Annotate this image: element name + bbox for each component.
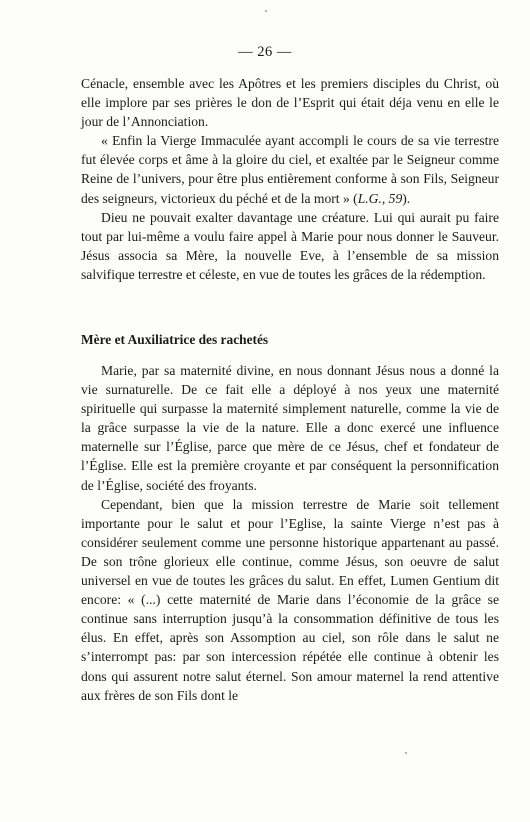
quote-text: « Enfin la Vierge Immaculée ayant accompli le cours de sa vie terrestre fut élevée corps et âme à la gloire du ciel, et exaltée par le Seigneur comme Reine de l’univers, pour être plus entièrement conforme à son Fils, Seigneur des seigneurs, victorieux du péché et de la mort » ( [81, 133, 499, 206]
quote-close: ). [402, 190, 411, 206]
paragraph: Cénacle, ensemble avec les Apôtres et les premiers disciples du Christ, où elle implore par ses prières le don de l’Esprit qui était déja venu en elle le jour de l’Annonciation. [81, 76, 499, 130]
paragraph: Marie, par sa maternité divine, en nous donnant Jésus nous a donné la vie surnaturelle. De ce fait elle a déployé à nos yeux une maternité spirituelle qui surpasse la maternité simplement naturelle, comme la vie de la grâce surpasse la vie de la nature. Elle a donc exercé une influence maternelle sur l’Église, parce que mère de ce Jésus, chef et fondateur de l’Église. Elle est la première croyante et par conséquent la personnification de l’Église, société des froyants. [81, 363, 499, 493]
text-block-bottom [81, 361, 499, 705]
text-block-top [81, 74, 499, 284]
paragraph: Dieu ne pouvait exalter davantage une créature. Lui qui aurait pu faire tout par lui-même a voulu faire appel à Marie pour nous donner le Sauveur. Jésus associa sa Mère, la nouvelle Eve, à l’ensemble de sa mission salvifique terrestre et céleste, en vue de toutes les grâces de la rédemption. [81, 209, 499, 282]
paragraph: Cependant, bien que la mission terrestre de Marie soit tellement importante pour le salut et pour l’Eglise, la sainte Vierge n’est pas à considérer seulement comme une personne historique appartenant au passé. De son trône glorieux elle continue, comme Jésus, son oeuvre de salut universel en vue de toutes les grâces du salut. En effet, Lumen Gentium dit encore: « (...) cette maternité de Marie dans l’économie de la grâce se continue sans interruption jusqu’à la consommation définitive de tous les élus. En effet, après son Assomption au ciel, son rôle dans le salut ne s’interrompt pas: par son intercession répétée elle continue à obtenir les dons qui assurent notre salut éternel. Son amour maternel la rend attentive aux frères de son Fils dont le [81, 496, 499, 703]
citation-reference: L.G., 59 [357, 190, 403, 206]
paper-speck [405, 752, 407, 754]
paper-speck [265, 10, 267, 12]
section-heading: Mère et Auxiliatrice des rachetés [81, 332, 269, 347]
quote-paragraph [81, 131, 499, 207]
page-number: — 26 — [238, 44, 292, 60]
